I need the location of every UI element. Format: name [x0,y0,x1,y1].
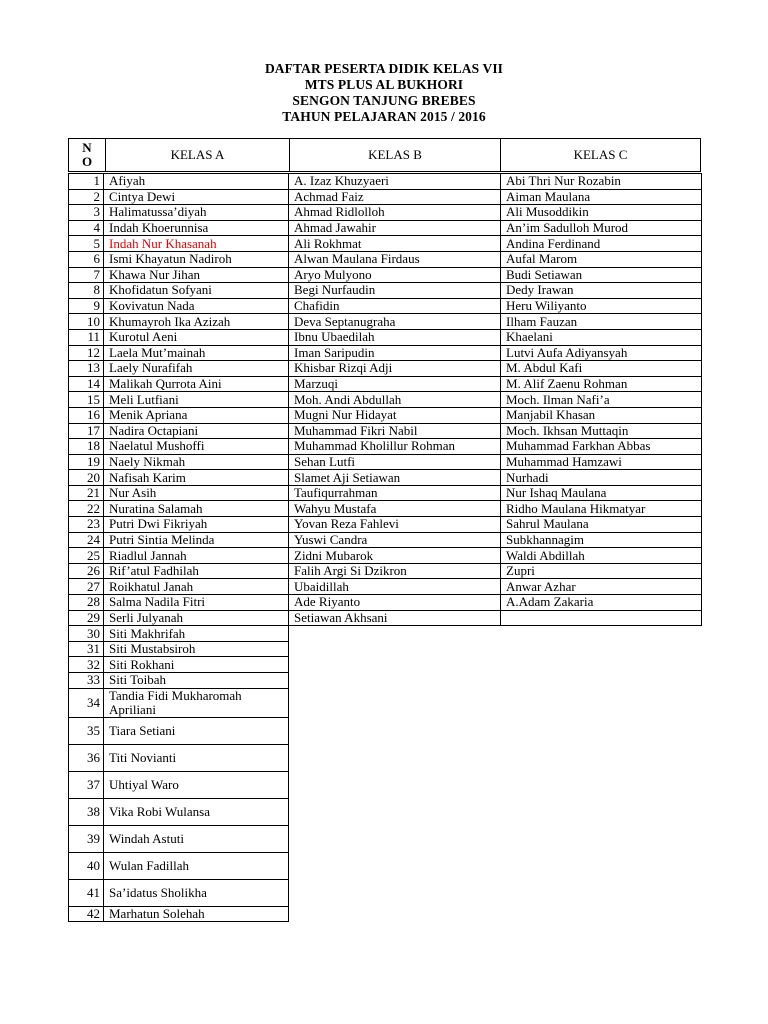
kelas-b-student: Deva Septanugraha [289,314,501,330]
kelas-b-student: Khisbar Rizqi Adji [289,361,501,377]
student-roster-table [68,173,702,922]
kelas-a-student: Siti Rokhani [104,657,289,673]
kelas-a-student: Menik Apriana [104,407,289,423]
kelas-a-student: Siti Makhrifah [104,626,289,642]
title-line-1: DAFTAR PESERTA DIDIK KELAS VII [264,61,504,76]
table-row [69,267,702,283]
kelas-c-student: Nur Ishaq Maulana [501,485,702,501]
kelas-b-student: Ahmad Jawahir [289,220,501,236]
kelas-a-student: Rif’atul Fadhilah [104,563,289,579]
row-number: 21 [69,485,104,501]
table-header [68,138,701,173]
kelas-a-student: Sa’idatus Sholikha [104,879,289,906]
row-number: 23 [69,517,104,533]
kelas-a-student: Laela Mut’mainah [104,345,289,361]
kelas-c-student: Dedy Irawan [501,283,702,299]
kelas-a-student: Nadira Octapiani [104,423,289,439]
kelas-a-student: Riadlul Jannah [104,548,289,564]
kelas-c-student: A.Adam Zakaria [501,595,702,611]
kelas-b-student: Chafidin [289,298,501,314]
kelas-c-student: Muhammad Farkhan Abbas [501,439,702,455]
kelas-c-student: Ilham Fauzan [501,314,702,330]
table-row [69,251,702,267]
kelas-a-student: Cintya Dewi [104,189,289,205]
kelas-b-student: Ubaidillah [289,579,501,595]
kelas-b-student: Setiawan Akhsani [289,610,501,626]
row-number: 17 [69,423,104,439]
kelas-c-student: Khaelani [501,329,702,345]
row-number: 37 [69,771,104,798]
row-number: 38 [69,798,104,825]
kelas-a-student: Salma Nadila Fitri [104,595,289,611]
row-number: 8 [69,283,104,299]
kelas-c-student: Sahrul Maulana [501,517,702,533]
kelas-a-student: Khumayroh Ika Azizah [104,314,289,330]
kelas-a-student: Laely Nurafifah [104,361,289,377]
row-number: 32 [69,657,104,673]
column-header-kelas-a: KELAS A [105,138,290,172]
table-row [69,657,702,673]
kelas-c-student: Nurhadi [501,470,702,486]
table-row [69,579,702,595]
table-row [69,236,702,252]
kelas-a-student: Serli Julyanah [104,610,289,626]
kelas-a-student: Siti Mustabsiroh [104,641,289,657]
row-number: 11 [69,329,104,345]
kelas-c-student: Zupri [501,563,702,579]
kelas-b-student: Begi Nurfaudin [289,283,501,299]
kelas-c-student: Ridho Maulana Hikmatyar [501,501,702,517]
kelas-c-student: Abi Thri Nur Rozabin [501,174,702,190]
row-number: 27 [69,579,104,595]
kelas-a-student: Indah Nur Khasanah [104,236,289,252]
table-row [69,517,702,533]
table-row [69,501,702,517]
column-header-kelas-c: KELAS C [500,138,701,172]
table-row [69,771,702,798]
title-line-4: TAHUN PELAJARAN 2015 / 2016 [282,109,486,124]
row-number: 12 [69,345,104,361]
kelas-b-student [289,626,501,642]
table-row [69,485,702,501]
table-row [69,189,702,205]
table-row [69,298,702,314]
row-number: 1 [69,174,104,190]
kelas-a-student: Naelatul Mushoffi [104,439,289,455]
kelas-c-student: Ali Musoddikin [501,205,702,221]
row-number: 34 [69,688,104,717]
table-row [69,454,702,470]
kelas-c-student: An’im Sadulloh Murod [501,220,702,236]
table-row [69,744,702,771]
column-header-kelas-b: KELAS B [289,138,501,172]
kelas-a-student: Nuratina Salamah [104,501,289,517]
document-title [0,61,768,125]
row-number: 33 [69,673,104,689]
kelas-b-student: Falih Argi Si Dzikron [289,563,501,579]
table-row [69,423,702,439]
kelas-c-student: Moch. Ikhsan Muttaqin [501,423,702,439]
row-number: 36 [69,744,104,771]
table-row [69,361,702,377]
row-number: 2 [69,189,104,205]
kelas-b-student: Alwan Maulana Firdaus [289,251,501,267]
table-row [69,879,702,906]
kelas-b-student: Sehan Lutfi [289,454,501,470]
kelas-b-student: Wahyu Mustafa [289,501,501,517]
row-number: 18 [69,439,104,455]
table-row [69,563,702,579]
kelas-a-student: Naely Nikmah [104,454,289,470]
kelas-a-student: Windah Astuti [104,825,289,852]
row-number: 24 [69,532,104,548]
table-row [69,906,702,922]
kelas-b-student: Ibnu Ubaedilah [289,329,501,345]
kelas-c-student: Aiman Maulana [501,189,702,205]
kelas-b-student: Slamet Aji Setiawan [289,470,501,486]
kelas-a-student: Nur Asih [104,485,289,501]
kelas-a-student: Wulan Fadillah [104,852,289,879]
row-number: 3 [69,205,104,221]
kelas-c-student [501,610,702,626]
kelas-b-student: Mugni Nur Hidayat [289,407,501,423]
row-number: 10 [69,314,104,330]
kelas-a-student: Meli Lutfiani [104,392,289,408]
row-number: 29 [69,610,104,626]
kelas-b-student: Yuswi Candra [289,532,501,548]
kelas-b-student: Ade Riyanto [289,595,501,611]
kelas-a-student: Tiara Setiani [104,717,289,744]
row-number: 20 [69,470,104,486]
kelas-b-student: Aryo Mulyono [289,267,501,283]
kelas-c-student: Anwar Azhar [501,579,702,595]
row-number: 39 [69,825,104,852]
kelas-a-student: Kurotul Aeni [104,329,289,345]
kelas-b-student: Taufiqurrahman [289,485,501,501]
kelas-b-student: Muhammad Fikri Nabil [289,423,501,439]
table-row [69,470,702,486]
row-number: 40 [69,852,104,879]
table-row [69,548,702,564]
kelas-a-student: Afiyah [104,174,289,190]
kelas-b-student: Iman Saripudin [289,345,501,361]
kelas-a-student: Putri Dwi Fikriyah [104,517,289,533]
kelas-a-student: Kovivatun Nada [104,298,289,314]
row-number: 31 [69,641,104,657]
kelas-b-student: Marzuqi [289,376,501,392]
row-number: 19 [69,454,104,470]
kelas-c-student: M. Abdul Kafi [501,361,702,377]
table-row [69,174,702,190]
table-row [69,688,702,717]
kelas-c-student: Subkhannagim [501,532,702,548]
row-number: 4 [69,220,104,236]
kelas-b-student: Ahmad Ridlolloh [289,205,501,221]
kelas-a-student: Khofidatun Sofyani [104,283,289,299]
row-number: 6 [69,251,104,267]
table-row [69,345,702,361]
kelas-a-student: Khawa Nur Jihan [104,267,289,283]
kelas-a-student: Vika Robi Wulansa [104,798,289,825]
kelas-a-student: Titi Novianti [104,744,289,771]
kelas-c-student: Budi Setiawan [501,267,702,283]
kelas-b-student: A. Izaz Khuzyaeri [289,174,501,190]
row-number: 7 [69,267,104,283]
kelas-c-student: Moch. Ilman Nafi’a [501,392,702,408]
row-number: 16 [69,407,104,423]
kelas-b-student: Ali Rokhmat [289,236,501,252]
kelas-a-student: Indah Khoerunnisa [104,220,289,236]
kelas-b-student: Moh. Andi Abdullah [289,392,501,408]
row-number: 22 [69,501,104,517]
kelas-a-student: Halimatussa’diyah [104,205,289,221]
table-row [69,641,702,657]
row-number: 42 [69,906,104,922]
kelas-c-student: Manjabil Khasan [501,407,702,423]
kelas-a-student: Siti Toibah [104,673,289,689]
table-row [69,283,702,299]
kelas-a-student: Marhatun Solehah [104,906,289,922]
kelas-b-student: Zidni Mubarok [289,548,501,564]
table-row [69,205,702,221]
row-number: 41 [69,879,104,906]
row-number: 14 [69,376,104,392]
table-row [69,610,702,626]
row-number: 30 [69,626,104,642]
kelas-a-student: Malikah Qurrota Aini [104,376,289,392]
table-row [69,852,702,879]
table-row [69,595,702,611]
kelas-c-student [501,626,702,642]
kelas-a-student: Ismi Khayatun Nadiroh [104,251,289,267]
table-row [69,439,702,455]
table-row [69,532,702,548]
table-row [69,314,702,330]
column-header-no: N O [68,138,106,172]
kelas-c-student: Aufal Marom [501,251,702,267]
table-row [69,220,702,236]
title-line-2: MTS PLUS AL BUKHORI [304,77,464,92]
kelas-c-student: M. Alif Zaenu Rohman [501,376,702,392]
table-row [69,717,702,744]
title-line-3: SENGON TANJUNG BREBES [292,93,476,108]
row-number: 35 [69,717,104,744]
kelas-a-student: Nafisah Karim [104,470,289,486]
table-row [69,673,702,689]
kelas-b-student: Muhammad Kholillur Rohman [289,439,501,455]
row-number: 13 [69,361,104,377]
table-row [69,798,702,825]
kelas-c-student: Heru Wiliyanto [501,298,702,314]
kelas-b-student: Yovan Reza Fahlevi [289,517,501,533]
kelas-a-student: Roikhatul Janah [104,579,289,595]
kelas-a-student: Tandia Fidi Mukharomah Apriliani [104,688,289,717]
table-row [69,626,702,642]
table-row [69,329,702,345]
kelas-c-student: Andina Ferdinand [501,236,702,252]
table-row [69,407,702,423]
row-number: 5 [69,236,104,252]
table-row [69,376,702,392]
kelas-a-student: Uhtiyal Waro [104,771,289,798]
kelas-c-student: Waldi Abdillah [501,548,702,564]
row-number: 25 [69,548,104,564]
row-number: 9 [69,298,104,314]
row-number: 15 [69,392,104,408]
table-row [69,825,702,852]
row-number: 28 [69,595,104,611]
kelas-a-student: Putri Sintia Melinda [104,532,289,548]
row-number: 26 [69,563,104,579]
kelas-b-student: Achmad Faiz [289,189,501,205]
table-row [69,392,702,408]
kelas-c-student: Muhammad Hamzawi [501,454,702,470]
kelas-c-student: Lutvi Aufa Adiyansyah [501,345,702,361]
